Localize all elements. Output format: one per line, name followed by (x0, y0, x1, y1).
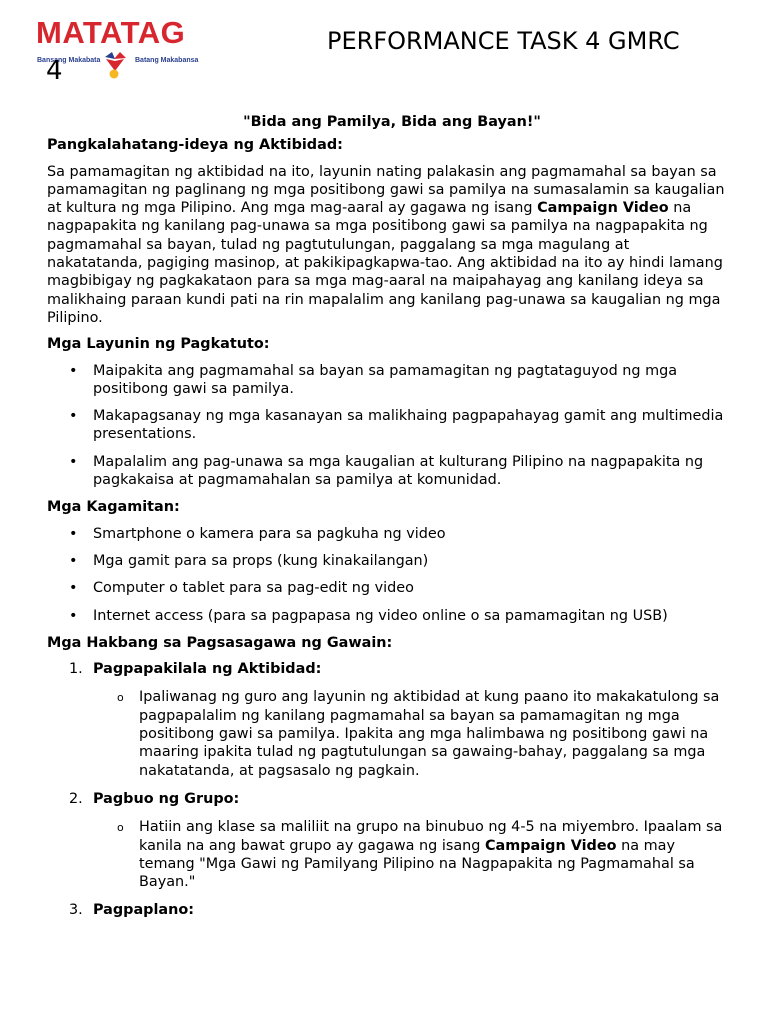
step-item (69, 790, 727, 891)
step-detail-bold: Campaign Video (484, 837, 617, 854)
overview-paragraph (47, 163, 727, 328)
overview-text-1: Sa pamamagitan ng aktibidad na ito, layunin nating palakasin ang pagmamahal sa bayan sa pamamagitan ng paglinang ng mga positibong gawi sa pamilya na sumasalamin sa kaugalian at kultura ng mga Pilipino. Ang mga mag-aaral ay gagawa ng isang (47, 163, 725, 217)
list-item: • Internet access (para sa pagpapasa ng video online o sa pamamagitan ng USB) (93, 607, 727, 625)
overview-text-2: na nagpapakita ng kanilang pag-unawa sa mga positibong gawi sa pamilya na nagpapakita ng pagmamahal sa bayan, tulad ng pagtutulungan, paggalang sa mga magulang at nakatatanda, pagiging masinop, at pakikipagkapwa-tao. Ang aktibidad na ito ay hindi lamang magbibigay ng pagkakataon para sa mga mag-aaral na maipahayag ang kanilang ideya sa malikhaing paraan kundi pati na rin mapalalim ang kanilang pag-unawa sa kaugalian ng mga Pilipino. (47, 200, 723, 326)
overview-bold: Campaign Video (537, 200, 669, 217)
activity-title: "Bida ang Pamilya, Bida ang Bayan!" (243, 114, 541, 130)
list-item: • Smartphone o kamera para sa pagkuha ng video (93, 525, 727, 543)
document-body (47, 113, 727, 930)
step-item (69, 901, 727, 919)
logo-tagline-left: Bansang Makabata (37, 57, 101, 64)
document-header-title: PERFORMANCE TASK 4 GMRC (327, 27, 680, 55)
list-item: • Computer o tablet para sa pag-edit ng video (93, 579, 727, 597)
step-number: 1. (69, 661, 83, 678)
overview-heading: Pangkalahatang-ideya ng Aktibidad: (47, 137, 343, 154)
steps-heading: Mga Hakbang sa Pagsasagawa ng Gawain: (47, 634, 393, 651)
step-title: Pagpaplano: (93, 902, 195, 919)
step-item (69, 660, 727, 780)
step-detail-text: Hatiin ang klase sa maliliit na grupo na binubuo ng 4-5 na miyembro. Ipaalam sa kanila na ang bawat grupo ay gagawa ng isang (139, 819, 723, 854)
materials-list (47, 525, 727, 625)
step-detail-text: Ipaliwanag ng guro ang layunin ng aktibidad at kung paano ito makakatulong sa pagpapalalim ng kanilang pagmamahal sa bayan sa pamamagitan ng mga positibong gawi sa pamilya. Ipakita ang mga halimbawa ng positibong gawi na maaring ipakita tulad ng pagtutulungan sa gawaing-bahay, paggalang sa mga nakatatanda, at pagsasalo ng pagkain. (139, 689, 720, 779)
list-item: • Mapalalim ang pag-unawa sa mga kaugalian at kulturang Pilipino na nagpapakita ng pagkakaisa at pagmamahalan sa pamilya at komunidad. (93, 453, 727, 490)
materials-heading: Mga Kagamitan: (47, 499, 180, 516)
step-detail-text-2: na may temang "Mga Gawi ng Pamilyang Pilipino na Nagpapakita ng Pagmamahal sa Bayan." (139, 837, 695, 891)
list-item: • Mga gamit para sa props (kung kinakailangan) (93, 552, 727, 570)
sub-bullet-marker: o (117, 691, 124, 705)
sub-bullet-marker: o (117, 821, 124, 835)
step-detail (93, 688, 727, 779)
step-detail (93, 818, 727, 891)
page-number: 4 (46, 56, 63, 86)
step-title: Pagpapakilala ng Aktibidad: (93, 661, 322, 678)
step-number: 2. (69, 790, 83, 807)
step-title: Pagbuo ng Grupo: (93, 790, 240, 807)
objectives-list (47, 362, 727, 490)
heart-hands-icon (102, 51, 128, 79)
logo-wordmark: MATATAG (36, 15, 186, 50)
objectives-heading: Mga Layunin ng Pagkatuto: (47, 336, 270, 353)
list-item: • Makapagsanay ng mga kasanayan sa malikhaing pagpapahayag gamit ang multimedia presentations. (93, 407, 727, 444)
list-item: • Maipakita ang pagmamahal sa bayan sa pamamagitan ng pagtataguyod ng mga positibong gawi sa pamilya. (93, 362, 727, 399)
step-number: 3. (69, 902, 83, 919)
steps-list (47, 660, 727, 920)
logo-tagline-right: Batang Makabansa (135, 57, 199, 64)
